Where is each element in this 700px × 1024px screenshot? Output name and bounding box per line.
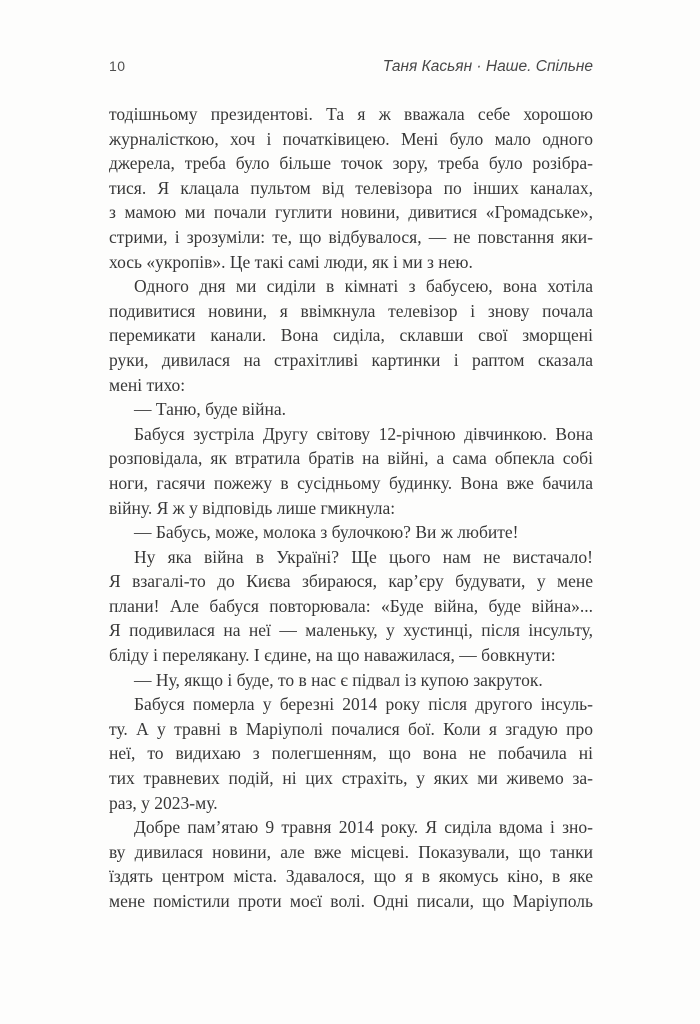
text-line: джерела, треба було більше точок зору, треба було розібра- bbox=[109, 153, 593, 174]
text-line: Я взагалі-то до Києва збираюся, кар’єру будувати, у мене bbox=[109, 571, 593, 592]
text-line: раз, у 2023-му. bbox=[109, 792, 218, 813]
text-line: тих травневих подій, ні цих страхіть, у яких ми живемо за- bbox=[109, 768, 593, 789]
text-line: тися. Я клацала пультом від телевізора по інших каналах, bbox=[109, 177, 593, 198]
text-line: війну. Я ж у відповідь лише гмикнула: bbox=[109, 497, 396, 518]
text-line: стрими, і зрозуміли: те, що відбувалося, — не повстання яки- bbox=[109, 226, 593, 247]
text-line: Ну яка війна в Україні? Ще цього нам не вистачало! bbox=[134, 546, 593, 567]
text-line: їздять центром міста. Здавалося, що я в якомусь кіно, в яке bbox=[109, 866, 593, 887]
text-line: мене помістили проти моєї волі. Одні писали, що Маріуполь bbox=[109, 891, 593, 911]
text-line: розповідала, як втратила братів на війні, а сама обпекла собі bbox=[109, 448, 593, 469]
text-line: тодішньому президентові. Та я ж вважала себе хорошою bbox=[109, 104, 593, 124]
text-line: — Таню, буде війна. bbox=[134, 399, 287, 420]
text-line: перемикати канали. Вона сиділа, склавши свої зморщені bbox=[109, 325, 593, 346]
body-text bbox=[109, 102, 593, 914]
text-line: Добре пам’ятаю 9 травня 2014 року. Я сиділа вдома і зно- bbox=[134, 817, 593, 838]
text-line: Я подивилася на неї — маленьку, у хустинці, після інсульту, bbox=[109, 620, 593, 641]
text-line: — Бабусь, може, молока з булочкою? Ви ж любите! bbox=[134, 522, 519, 543]
text-line: ву дивилася новини, але вже місцеві. Показували, що танки bbox=[109, 841, 593, 862]
text-line: Бабуся померла у березні 2014 року після другого інсуль- bbox=[134, 694, 593, 715]
text-line: — Ну, якщо і буде, то в нас є підвал із купою закруток. bbox=[134, 669, 543, 690]
text-line: хось «укропів». Це такі самі люди, як і ми з нею. bbox=[109, 251, 473, 272]
text-line: бліду і перелякану. І єдине, на що наважилася, — бовкнути: bbox=[109, 645, 556, 666]
text-line: Одного дня ми сиділи в кімнаті з бабусею, вона хотіла bbox=[134, 276, 593, 297]
text-line: неї, то видихаю з полегшенням, що вона не побачила ні bbox=[109, 743, 593, 764]
text-line: подивитися новини, я ввімкнула телевізор і знову почала bbox=[109, 300, 593, 321]
text-line: журналісткою, хоч і початківицею. Мені було мало одного bbox=[109, 128, 593, 149]
text-line: ноги, гасячи пожежу в сусідньому будинку. Вона вже бачила bbox=[109, 472, 593, 493]
page-number: 10 bbox=[109, 58, 126, 74]
running-header bbox=[109, 58, 593, 76]
running-title: Таня Касьян · Наше. Спільне bbox=[382, 58, 593, 75]
text-line: ту. А у травні в Маріуполі почалися бої. Коли я згадую про bbox=[109, 718, 593, 739]
text-line: мені тихо: bbox=[109, 374, 186, 395]
text-line: плани! Але бабуся повторювала: «Буде війна, буде війна»... bbox=[109, 595, 593, 616]
text-line: Бабуся зустріла Другу світову 12-річною дівчинкою. Вона bbox=[134, 423, 593, 444]
text-line: руки, дивилася на страхітливі картинки і раптом сказала bbox=[109, 349, 593, 370]
text-line: з мамою ми почали гуглити новини, дивитися «Громадське», bbox=[109, 202, 593, 223]
